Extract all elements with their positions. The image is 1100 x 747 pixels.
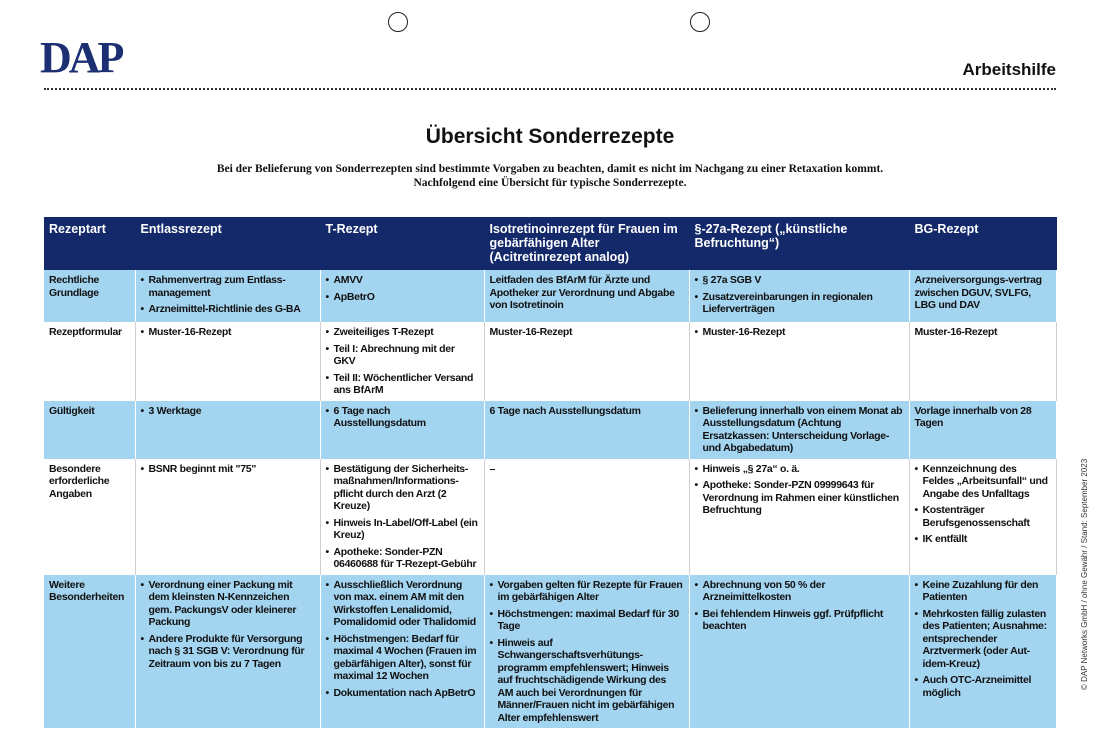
list-item: • Bei fehlendem Hinweis ggf. Prüfpflicht beachten (695, 608, 904, 633)
row-header: Rechtliche Grundlage (44, 270, 135, 322)
list-item: • Mehrkosten fällig zulasten des Patienten; Ausnahme: entsprechender Arztvermerk (oder Aut-idem-Kreuz) (915, 608, 1051, 671)
list-item: • Keine Zuzahlung für den Patienten (915, 579, 1051, 604)
list-item: • § 27a SGB V (695, 274, 904, 287)
list-item: • Belieferung innerhalb von einem Monat ab Ausstellungsdatum (Achtung Ersatzkassen: Unterscheidung Vorlage- und Abgabedatum) (695, 405, 904, 455)
table-cell (320, 270, 484, 322)
table-cell (909, 575, 1056, 729)
sonderrezepte-table (44, 217, 1057, 728)
table-cell (135, 270, 320, 322)
row-header: Weitere Besonderheiten (44, 575, 135, 729)
row-header: Gültigkeit (44, 401, 135, 459)
table-cell (484, 459, 689, 575)
table-cell (484, 575, 689, 729)
table-cell (484, 270, 689, 322)
bullet-list (326, 463, 479, 571)
bullet-list (326, 326, 479, 397)
table-row (44, 270, 1056, 322)
bullet-list (141, 463, 315, 476)
table-cell (909, 270, 1056, 322)
list-item: • Apotheke: Sonder-PZN 06460688 für T-Rezept-Gebühr (326, 546, 479, 571)
column-header: BG-Rezept (909, 217, 1056, 270)
table-cell (320, 459, 484, 575)
list-item: • Apotheke: Sonder-PZN 09999643 für Verordnung im Rahmen einer künstlichen Befruchtung (695, 479, 904, 517)
table-cell (320, 401, 484, 459)
table-cell (135, 575, 320, 729)
list-item: • ApBetrO (326, 291, 479, 304)
table-row (44, 401, 1056, 459)
list-item: • Hinweis „§ 27a“ o. ä. (695, 463, 904, 476)
column-header: §-27a-Rezept („künstliche Befruchtung“) (689, 217, 909, 270)
list-item: • Bestätigung der Sicherheits-maßnahmen/Informations-pflicht durch den Arzt (2 Kreuze) (326, 463, 479, 513)
bullet-list (326, 274, 479, 303)
list-item: • Zweiteiliges T-Rezept (326, 326, 479, 339)
table-cell (135, 322, 320, 401)
cell-text: Leitfaden des BfArM für Ärzte und Apotheker zur Verordnung und Abgabe von Isotretinoin (489, 274, 675, 311)
list-item: • Arzneimittel-Richtlinie des G-BA (141, 303, 315, 316)
page-title: Übersicht Sonderrezepte (425, 125, 675, 148)
list-item: • Auch OTC-Arzneimittel möglich (915, 674, 1051, 699)
column-header: T-Rezept (320, 217, 484, 270)
list-item: • 3 Werktage (141, 405, 315, 418)
bullet-list (695, 326, 904, 339)
list-item: • 6 Tage nach Ausstellungsdatum (326, 405, 479, 430)
cell-text: Vorlage innerhalb von 28 Tagen (914, 404, 1032, 429)
copyright-note: © DAP Networks GmbH / ohne Gewähr / Stand: September 2023 (1080, 458, 1089, 690)
bullet-list (326, 405, 479, 430)
bullet-list (695, 463, 904, 517)
intro-line-1: Bei der Belieferung von Sonderrezepten sind bestimmte Vorgaben zu beachten, damit es nicht im Nachgang zu einer Retaxation kommt. (216, 163, 884, 175)
list-item: • Teil I: Abrechnung mit der GKV (326, 343, 479, 368)
bullet-list (915, 579, 1051, 700)
table-row (44, 459, 1056, 575)
list-item: • Zusatzvereinbarungen in regionalen Lieferverträgen (695, 291, 904, 316)
list-item: • Höchstmengen: Bedarf für maximal 4 Wochen (Frauen im gebärfähigen Alter), sonst für maximal 12 Wochen (326, 633, 479, 683)
cell-text: – (489, 462, 496, 475)
list-item: • Höchstmengen: maximal Bedarf für 30 Tage (490, 608, 684, 633)
list-item: • Kostenträger Berufsgenossenschaft (915, 504, 1051, 529)
row-header: Besondere erforderliche Angaben (44, 459, 135, 575)
table-row (44, 322, 1056, 401)
list-item: • Verordnung einer Packung mit dem kleinsten N-Kennzeichen gem. PackungsV oder kleinerer Packung (141, 579, 315, 629)
table-header-row (44, 217, 1056, 270)
list-item: • IK entfällt (915, 533, 1051, 546)
table-cell (484, 401, 689, 459)
cell-text: Muster-16-Rezept (914, 326, 998, 338)
punch-hole-right (690, 12, 710, 32)
cell-text: Muster-16-Rezept (489, 326, 573, 338)
list-item: • Muster-16-Rezept (141, 326, 315, 339)
bullet-list (141, 274, 315, 316)
table-cell (689, 322, 909, 401)
list-item: • Dokumentation nach ApBetrO (326, 687, 479, 700)
table-cell (135, 459, 320, 575)
table-cell (909, 322, 1056, 401)
table-cell (689, 459, 909, 575)
table-cell (689, 575, 909, 729)
column-header: Entlassrezept (135, 217, 320, 270)
bullet-list (490, 579, 684, 725)
punch-hole-left (388, 12, 408, 32)
bullet-list (141, 405, 315, 418)
intro-text (100, 162, 1000, 190)
column-header: Rezeptart (44, 217, 135, 270)
bullet-list (326, 579, 479, 700)
list-item: • Hinweis auf Schwangerschaftsverhütungs-programm empfehlenswert; Hinweis auf fruchtschädigende Wirkung des AM auch bei Verordnungen für Männer/Frauen nicht im gebärfähigen Alter empfehlenswert (490, 637, 684, 725)
cell-text: Arzneiversorgungs-vertrag zwischen DGUV, SVLFG, LBG und DAV (914, 274, 1042, 311)
list-item: • Andere Produkte für Versorgung nach § 31 SGB V: Verordnung für Zeitraum von bis zu 7 Tagen (141, 633, 315, 671)
bullet-list (141, 579, 315, 671)
list-item: • Hinweis In-Label/Off-Label (ein Kreuz) (326, 517, 479, 542)
bullet-list (695, 274, 904, 316)
bullet-list (695, 579, 904, 633)
bullet-list (695, 405, 904, 455)
dotted-divider (44, 88, 1056, 90)
list-item: • BSNR beginnt mit "75" (141, 463, 315, 476)
table-cell (484, 322, 689, 401)
list-item: • Teil II: Wöchentlicher Versand ans BfArM (326, 372, 479, 397)
table-cell (909, 459, 1056, 575)
table-row (44, 575, 1056, 729)
column-header: Isotretinoinrezept für Frauen im gebärfähigen Alter (Acitretinrezept analog) (484, 217, 689, 270)
list-item: • Ausschließlich Verordnung von max. einem AM mit den Wirkstoffen Lenalidomid, Pomalidomid oder Thalidomid (326, 579, 479, 629)
intro-line-2: Nachfolgend eine Übersicht für typische Sonderrezepte. (413, 177, 687, 189)
document-type-label: Arbeitshilfe (962, 60, 1056, 79)
cell-text: 6 Tage nach Ausstellungsdatum (489, 404, 641, 417)
list-item: • Kennzeichnung des Feldes „Arbeitsunfall“ und Angabe des Unfalltags (915, 463, 1051, 501)
table-cell (135, 401, 320, 459)
list-item: • Muster-16-Rezept (695, 326, 904, 339)
table-cell (320, 575, 484, 729)
table-cell (320, 322, 484, 401)
table-cell (689, 270, 909, 322)
table-cell (689, 401, 909, 459)
row-header: Rezeptformular (44, 322, 135, 401)
bullet-list (915, 463, 1051, 546)
list-item: • Vorgaben gelten für Rezepte für Frauen im gebärfähigen Alter (490, 579, 684, 604)
list-item: • AMVV (326, 274, 479, 287)
list-item: • Rahmenvertrag zum Entlass-management (141, 274, 315, 299)
bullet-list (141, 326, 315, 339)
list-item: • Abrechnung von 50 % der Arzneimittelkosten (695, 579, 904, 604)
dap-logo: DAP (40, 33, 122, 82)
table-cell (909, 401, 1056, 459)
